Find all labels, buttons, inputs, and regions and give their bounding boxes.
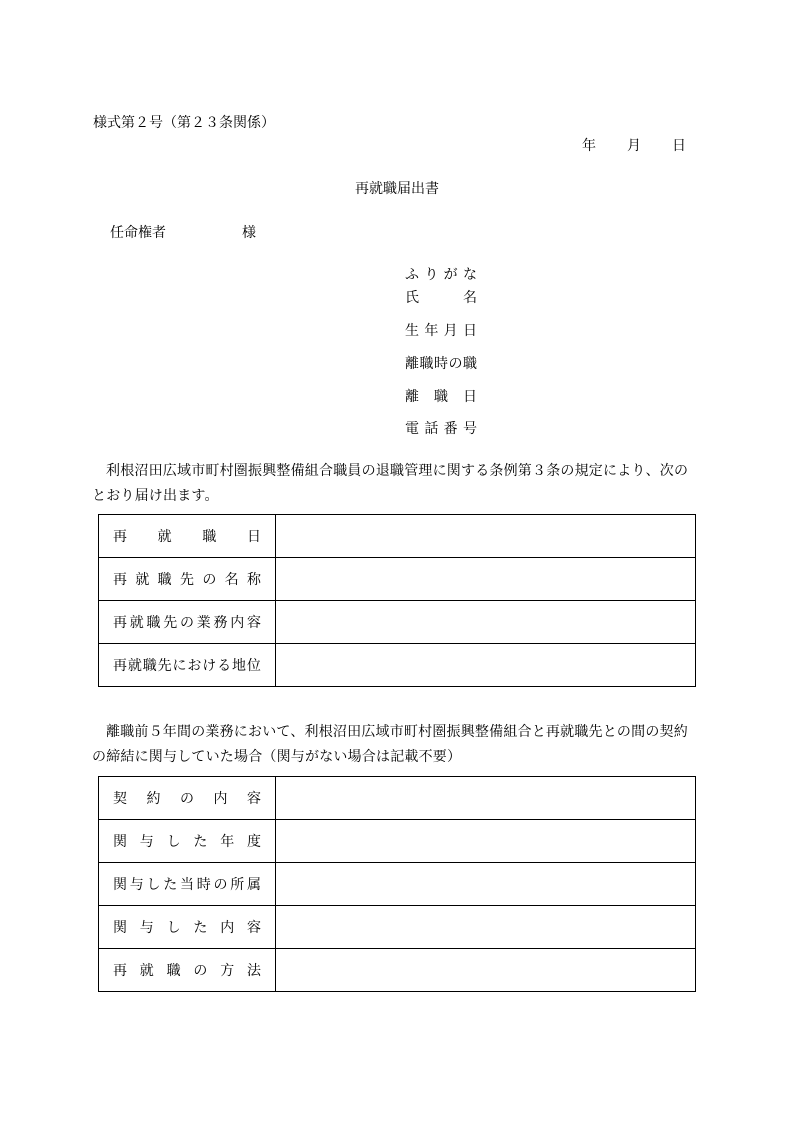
row-label — [99, 644, 276, 687]
applicant-birthdate-label: 生 年 月 日 — [405, 323, 477, 339]
reemployment-method-field[interactable] — [276, 949, 696, 992]
employer-position-label: 再 就 職 先 に お け る 地 位 — [113, 658, 261, 674]
form-number: 様式第２号（第２３条関係） — [93, 115, 275, 131]
involvement-year-field[interactable] — [276, 820, 696, 863]
row-label — [99, 601, 276, 644]
applicant-retirement-date-label: 離 職 日 — [405, 389, 477, 405]
date-line — [582, 135, 686, 155]
involvement-content-field[interactable] — [276, 906, 696, 949]
reemployment-method-label: 再 就 職 の 方 法 — [113, 963, 261, 979]
contract-content-label: 契 約 の 内 容 — [113, 791, 261, 807]
table-row — [99, 515, 696, 558]
employer-position-field[interactable] — [276, 644, 696, 687]
date-month-label: 月 — [627, 138, 641, 154]
notice-paragraph: 利根沼田広域市町村圏振興整備組合職員の退職管理に関する条例第３条の規定により、次のとおり届け出ます。 — [92, 463, 689, 504]
date-day-label: 日 — [672, 138, 686, 154]
date-year-label: 年 — [582, 138, 596, 154]
table-row — [99, 558, 696, 601]
table-row — [99, 906, 696, 949]
table-row — [99, 601, 696, 644]
contract-paragraph: 離職前５年間の業務において、利根沼田広域市町村圏振興整備組合と再就職先との間の契約の締結に関与していた場合（関与がない場合は記載不要） — [92, 724, 688, 765]
reemployment-date-label: 再 就 職 日 — [113, 529, 261, 545]
employer-business-label: 再 就 職 先 の 業 務 内 容 — [113, 615, 261, 631]
document-title: 再就職届出書 — [355, 181, 439, 197]
employer-name-label: 再 就 職 先 の 名 称 — [113, 572, 261, 588]
row-label — [99, 863, 276, 906]
row-label — [99, 949, 276, 992]
applicant-name-label: 氏 名 — [405, 290, 477, 306]
table-row — [99, 820, 696, 863]
involvement-year-label: 関 与 し た 年 度 — [113, 834, 261, 850]
row-label — [99, 820, 276, 863]
row-label — [99, 906, 276, 949]
row-label — [99, 558, 276, 601]
reemployment-table — [98, 514, 696, 687]
involvement-department-field[interactable] — [276, 863, 696, 906]
involvement-department-label: 関 与 し た 当 時 の 所 属 — [113, 877, 261, 893]
contract-table — [98, 776, 696, 992]
contract-content-field[interactable] — [276, 777, 696, 820]
applicant-position-label: 離 職 時 の 職 — [405, 356, 477, 372]
table-row — [99, 949, 696, 992]
row-label — [99, 515, 276, 558]
row-label — [99, 777, 276, 820]
table-row — [99, 644, 696, 687]
table-row — [99, 863, 696, 906]
applicant-furigana-label: ふ り が な — [405, 267, 477, 283]
involvement-content-label: 関 与 し た 内 容 — [113, 920, 261, 936]
addressee-honorific: 様 — [242, 225, 256, 241]
employer-business-field[interactable] — [276, 601, 696, 644]
addressee-name: 任命権者 — [110, 225, 166, 241]
applicant-phone-label: 電 話 番 号 — [405, 421, 477, 437]
addressee — [110, 222, 256, 242]
employer-name-field[interactable] — [276, 558, 696, 601]
table-row — [99, 777, 696, 820]
reemployment-date-field[interactable] — [276, 515, 696, 558]
